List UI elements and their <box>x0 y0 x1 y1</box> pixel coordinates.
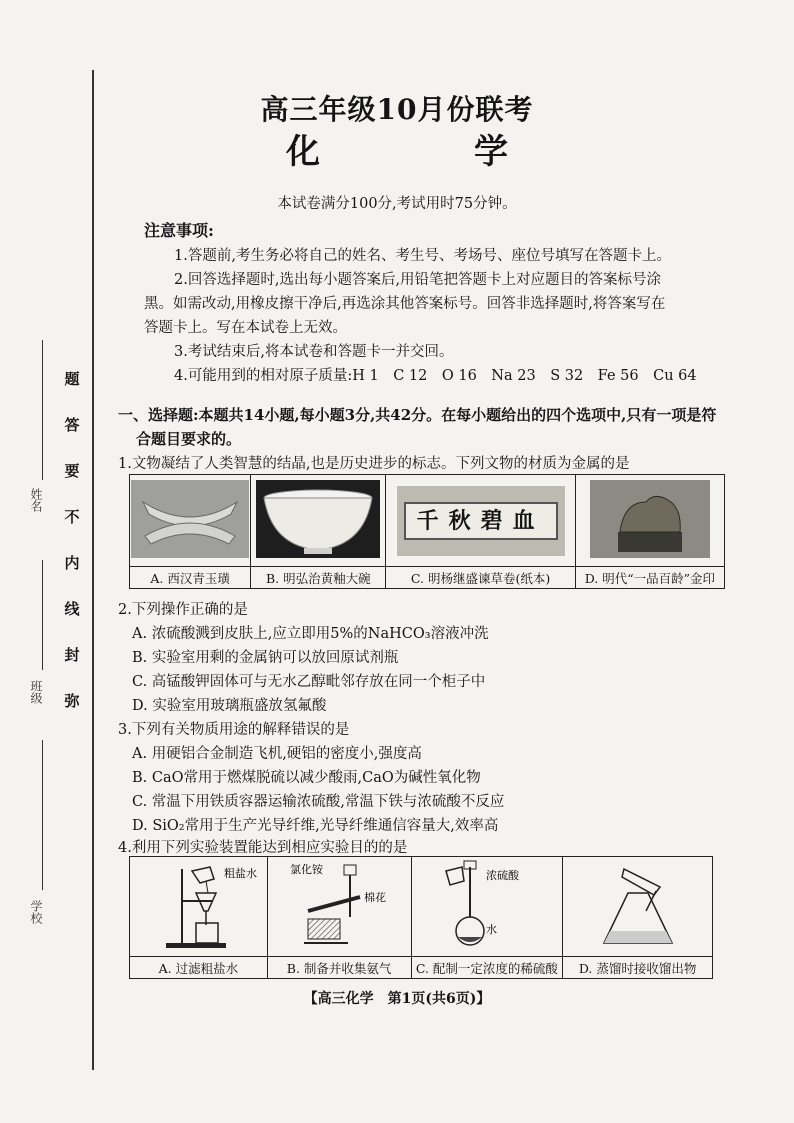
notice-line: 3.考试结束后,将本试卷和答题卡一并交回。 <box>174 344 454 360</box>
question-4-stem: 4.利用下列实验装置能达到相应实验目的的是 <box>118 840 408 856</box>
q3-option-c: C. 常温下用铁质容器运输浓硫酸,常温下铁与浓硫酸不反应 <box>132 794 505 810</box>
q2-option-a: A. 浓硫酸溅到皮肤上,应立即用5%的NaHCO₃溶液冲洗 <box>132 626 489 642</box>
notice-line: 1.答题前,考生务必将自己的姓名、考生号、考场号、座位号填写在答题卡上。 <box>174 248 671 264</box>
question-3-stem: 3.下列有关物质用途的解释错误的是 <box>118 722 350 738</box>
section-heading-cont: 合题目要求的。 <box>136 430 242 448</box>
q4-option-c: C. 配制一定浓度的稀硫酸 <box>411 957 563 979</box>
label-conc-acid <box>486 868 520 882</box>
binding-char: 不 <box>64 508 80 526</box>
filtration-apparatus-icon <box>130 857 266 953</box>
label-ammonium-chloride: 氯化铵 <box>290 863 324 876</box>
notice-heading: 注意事项: <box>144 221 214 240</box>
label-water: 水 <box>485 923 497 936</box>
notice-line: 黑。如需改动,用橡皮擦干净后,再选涂其他答案标号。回答非选择题时,将答案写在 <box>144 296 666 312</box>
apparatus-b-cell <box>267 857 411 957</box>
q2-option-d: D. 实验室用玻璃瓶盛放氢氟酸 <box>132 698 327 714</box>
q2-option-b: B. 实验室用剩的金属钠可以放回原试剂瓶 <box>132 650 399 666</box>
ammonia-apparatus-icon <box>268 857 410 953</box>
gold-seal-image <box>590 480 710 558</box>
artifact-scroll-cell <box>386 475 575 567</box>
q4-option-a: A. 过滤粗盐水 <box>130 957 268 979</box>
page-footer: 【高三化学 第1页(共6页)】 <box>303 991 491 1007</box>
name-field-label: 姓名 <box>29 488 43 512</box>
class-field-label: 班级 <box>29 680 43 704</box>
label-conc-acid-text: 浓硫酸 <box>485 869 519 882</box>
q4-option-b: B. 制备并收集氨气 <box>267 957 411 979</box>
question-2-stem: 2.下列操作正确的是 <box>118 602 248 618</box>
binding-char: 题 <box>64 370 80 388</box>
scroll-artifact-image <box>397 486 565 556</box>
q3-option-b: B. CaO常用于燃煤脱硫以减少酸雨,CaO为碱性氧化物 <box>132 770 481 786</box>
apparatus-a-cell <box>130 857 268 957</box>
q1-artifact-table <box>129 474 725 589</box>
artifact-jade-cell <box>130 475 251 567</box>
artifact-bowl-cell <box>251 475 386 567</box>
class-field-line <box>42 560 43 670</box>
binding-char: 要 <box>64 462 80 480</box>
artifact-seal-cell <box>575 475 724 567</box>
apparatus-d-cell <box>563 857 713 957</box>
dilution-apparatus-icon <box>412 857 562 953</box>
notice-line: 答题卡上。写在本试卷上无效。 <box>144 320 347 336</box>
name-field-line <box>42 340 43 480</box>
q1-option-b: B. 明弘治黄釉大碗 <box>251 567 386 589</box>
notice-line: 2.回答选择题时,选出每小题答案后,用铅笔把答题卡上对应题目的答案标号涂 <box>174 272 662 288</box>
apparatus-c-cell <box>411 857 563 957</box>
exam-info: 本试卷满分100分,考试用时75分钟。 <box>277 196 517 212</box>
q3-option-a: A. 用硬铝合金制造飞机,硬铝的密度小,强度高 <box>132 746 422 762</box>
q4-option-d: D. 蒸馏时接收馏出物 <box>563 957 713 979</box>
exam-subject: 化 学 <box>286 132 568 172</box>
q3-option-d: D. SiO₂常用于生产光导纤维,光导纤维通信容量大,效率高 <box>132 818 499 834</box>
label-coarse-salt: 粗盐水 <box>224 867 258 880</box>
exam-title: 高三年级10月份联考 <box>260 93 534 126</box>
binding-char: 弥 <box>64 692 80 710</box>
apparatus-a-label <box>224 866 257 880</box>
school-field-line <box>42 740 43 890</box>
q1-option-d: D. 明代“一品百龄”金印 <box>575 567 724 589</box>
binding-char: 内 <box>64 554 80 572</box>
bowl-artifact-image <box>256 480 380 558</box>
q4-apparatus-table <box>129 856 713 979</box>
notice-line: 4.可能用到的相对原子质量:H 1 C 12 O 16 Na 23 S 32 Fe 56 Cu 64 <box>174 368 697 384</box>
distillation-receiver-icon <box>564 857 712 953</box>
scroll-inscription: 千秋碧血 <box>404 502 558 540</box>
binding-char: 封 <box>64 646 80 664</box>
school-field-label: 学校 <box>29 900 43 924</box>
binding-line <box>92 70 94 1070</box>
jade-artifact-image <box>131 480 249 558</box>
section-heading: 一、选择题:本题共14小题,每小题3分,共42分。在每小题给出的四个选项中,只有一项是符 <box>118 406 717 424</box>
binding-char: 线 <box>64 600 80 618</box>
q2-option-c: C. 高锰酸钾固体可与无水乙醇毗邻存放在同一个柜子中 <box>132 674 486 690</box>
label-cotton: 棉花 <box>364 891 387 904</box>
q1-option-c: C. 明杨继盛谏草卷(纸本) <box>386 567 575 589</box>
q1-option-a: A. 西汉青玉璜 <box>130 567 251 589</box>
question-1-stem: 1.文物凝结了人类智慧的结晶,也是历史进步的标志。下列文物的材质为金属的是 <box>118 456 630 472</box>
binding-char: 答 <box>64 416 80 434</box>
